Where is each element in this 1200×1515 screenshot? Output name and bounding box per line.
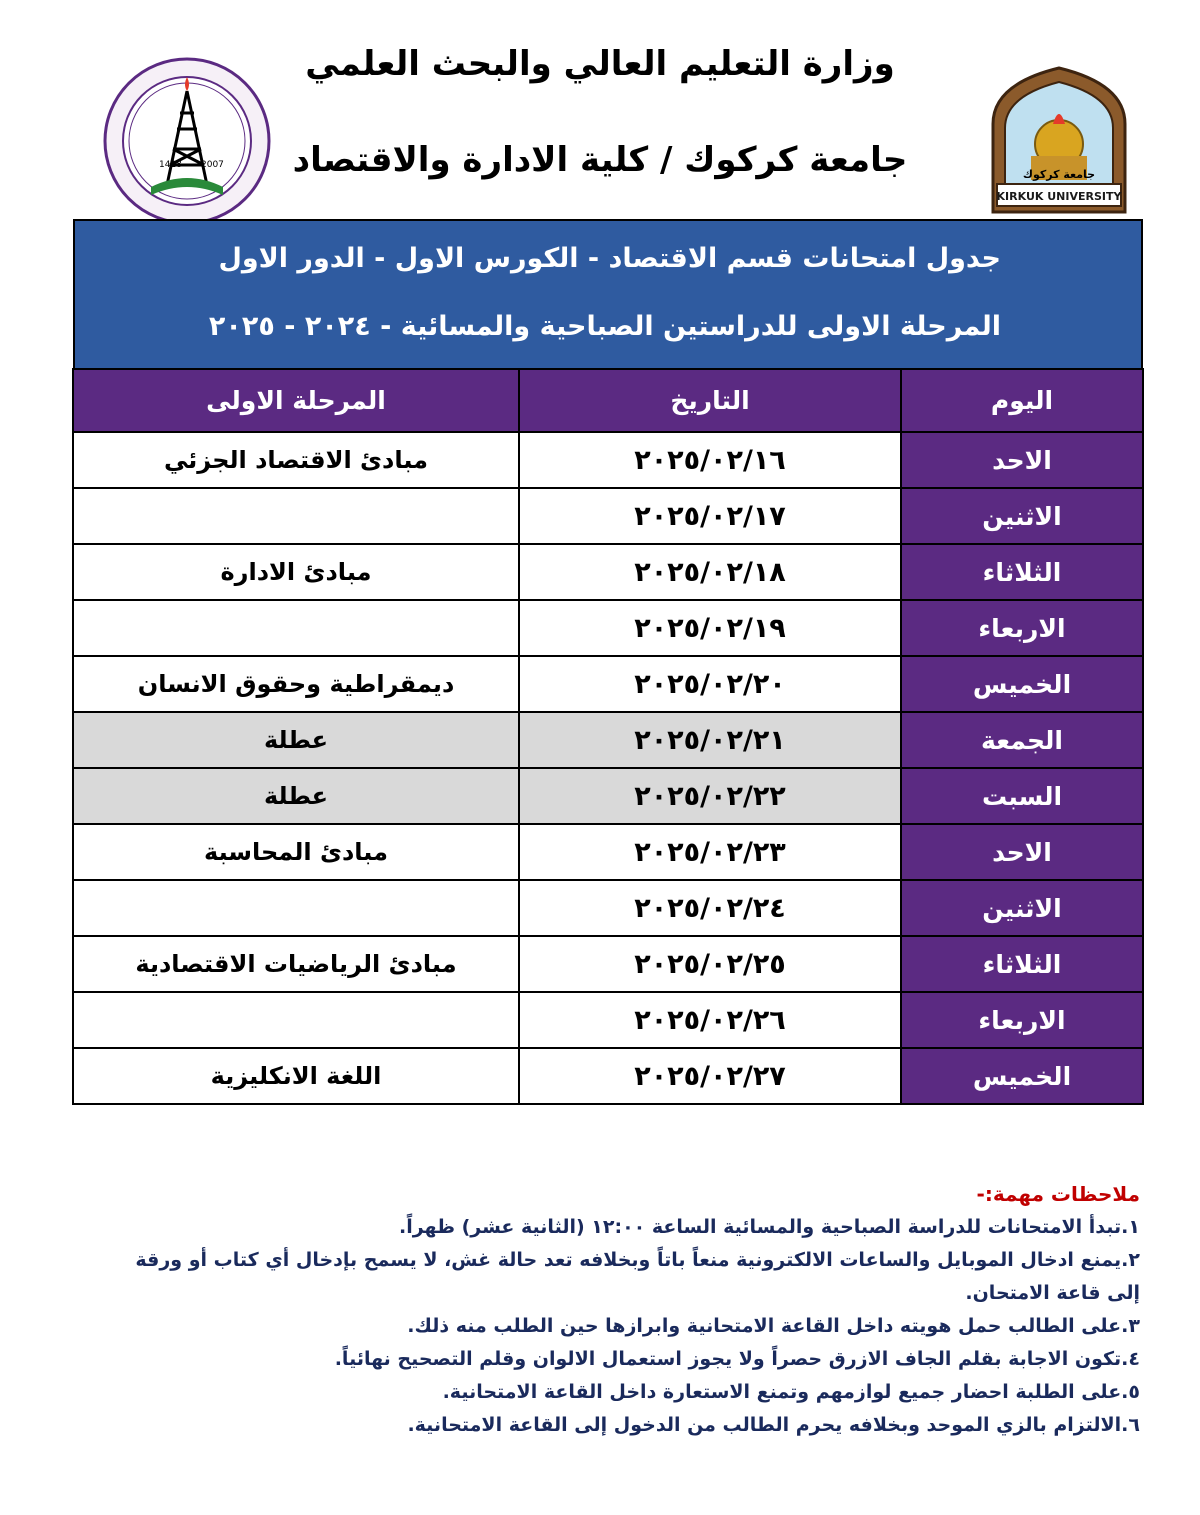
college-seal-logo: [103, 57, 271, 225]
subject-cell: مبادئ الادارة: [73, 544, 519, 600]
date-cell: ٢٠٢٥/٠٢/٢٠: [519, 656, 901, 712]
banner-subtitle: المرحلة الاولى للدراستين الصباحية والمسائية - ٢٠٢٤ - ٢٠٢٥: [208, 311, 1001, 342]
day-cell: الاربعاء: [901, 600, 1143, 656]
date-cell: ٢٠٢٥/٠٢/٢٤: [519, 880, 901, 936]
important-notes: [100, 1178, 1140, 1442]
subject-cell: [73, 600, 519, 656]
subject-cell: عطلة: [73, 768, 519, 824]
date-cell: ٢٠٢٥/٠٢/١٨: [519, 544, 901, 600]
header-stage: المرحلة الاولى: [73, 369, 519, 432]
exam-schedule-table: [72, 368, 1144, 1105]
ministry-title: وزارة التعليم العالي والبحث العلمي: [305, 44, 895, 84]
day-cell: الخميس: [901, 656, 1143, 712]
table-row-holiday: [73, 712, 1143, 768]
date-cell: ٢٠٢٥/٠٢/٢٣: [519, 824, 901, 880]
table-row: [73, 544, 1143, 600]
header-date: التاريخ: [519, 369, 901, 432]
day-cell: الاثنين: [901, 880, 1143, 936]
subject-cell: مبادئ المحاسبة: [73, 824, 519, 880]
table-header-row: [73, 369, 1143, 432]
logo-left-year-left: 1428: [159, 160, 182, 170]
subject-cell: اللغة الانكليزية: [73, 1048, 519, 1104]
date-cell: ٢٠٢٥/٠٢/٢١: [519, 712, 901, 768]
logo-right-arabic-text: جامعة كركوك: [1022, 168, 1096, 181]
subject-cell: [73, 488, 519, 544]
subject-cell: مبادئ الرياضيات الاقتصادية: [73, 936, 519, 992]
subject-cell: ديمقراطية وحقوق الانسان: [73, 656, 519, 712]
date-cell: ٢٠٢٥/٠٢/١٧: [519, 488, 901, 544]
table-row: [73, 992, 1143, 1048]
subject-cell: مبادئ الاقتصاد الجزئي: [73, 432, 519, 488]
table-row-holiday: [73, 768, 1143, 824]
day-cell: السبت: [901, 768, 1143, 824]
date-cell: ٢٠٢٥/٠٢/٢٥: [519, 936, 901, 992]
note-item: ٣.على الطالب حمل هويته داخل القاعة الامتحانية وابرازها حين الطلب منه ذلك.: [407, 1315, 1140, 1337]
table-row: [73, 600, 1143, 656]
table-row: [73, 656, 1143, 712]
date-cell: ٢٠٢٥/٠٢/٢٢: [519, 768, 901, 824]
date-cell: ٢٠٢٥/٠٢/٢٧: [519, 1048, 901, 1104]
subject-cell: عطلة: [73, 712, 519, 768]
note-item: ٢.يمنع ادخال الموبايل والساعات الالكترونية منعاً باتاً وبخلافه تعد حالة غش، لا يسمح بإدخال أي كتاب أو ورقة إلى قاعة الامتحان.: [135, 1249, 1140, 1304]
note-item: ١.تبدأ الامتحانات للدراسة الصباحية والمسائية الساعة ١٢:٠٠ (الثانية عشر) ظهراً.: [398, 1216, 1140, 1238]
date-cell: ٢٠٢٥/٠٢/١٩: [519, 600, 901, 656]
day-cell: الخميس: [901, 1048, 1143, 1104]
banner-title: جدول امتحانات قسم الاقتصاد - الكورس الاول - الدور الاول: [218, 243, 1001, 274]
table-row: [73, 488, 1143, 544]
subject-cell: [73, 880, 519, 936]
header-day: اليوم: [901, 369, 1143, 432]
table-row: [73, 1048, 1143, 1104]
notes-title: ملاحظات مهمة:-: [976, 1182, 1140, 1206]
table-row: [73, 880, 1143, 936]
day-cell: الثلاثاء: [901, 544, 1143, 600]
table-row: [73, 824, 1143, 880]
table-row: [73, 936, 1143, 992]
table-row: [73, 432, 1143, 488]
note-item: ٥.على الطلبة احضار جميع لوازمهم وتمنع الاستعارة داخل القاعة الامتحانية.: [442, 1381, 1140, 1403]
day-cell: الاثنين: [901, 488, 1143, 544]
day-cell: الاحد: [901, 432, 1143, 488]
note-item: ٤.تكون الاجابة بقلم الجاف الازرق حصراً ولا يجوز استعمال الالوان وقلم التصحيح نهائياً.: [334, 1348, 1140, 1370]
date-cell: ٢٠٢٥/٠٢/١٦: [519, 432, 901, 488]
day-cell: الاحد: [901, 824, 1143, 880]
day-cell: الاربعاء: [901, 992, 1143, 1048]
day-cell: الجمعة: [901, 712, 1143, 768]
schedule-banner: [73, 219, 1143, 370]
logo-left-year-right: 2007: [201, 160, 224, 170]
note-item: ٦.الالتزام بالزي الموحد وبخلافه يحرم الطالب من الدخول إلى القاعة الامتحانية.: [407, 1414, 1140, 1436]
subject-cell: [73, 992, 519, 1048]
kirkuk-university-logo: [983, 64, 1135, 214]
university-college-title: جامعة كركوك / كلية الادارة والاقتصاد: [292, 140, 908, 180]
date-cell: ٢٠٢٥/٠٢/٢٦: [519, 992, 901, 1048]
day-cell: الثلاثاء: [901, 936, 1143, 992]
logo-right-latin-text: KIRKUK UNIVERSITY: [996, 190, 1122, 203]
